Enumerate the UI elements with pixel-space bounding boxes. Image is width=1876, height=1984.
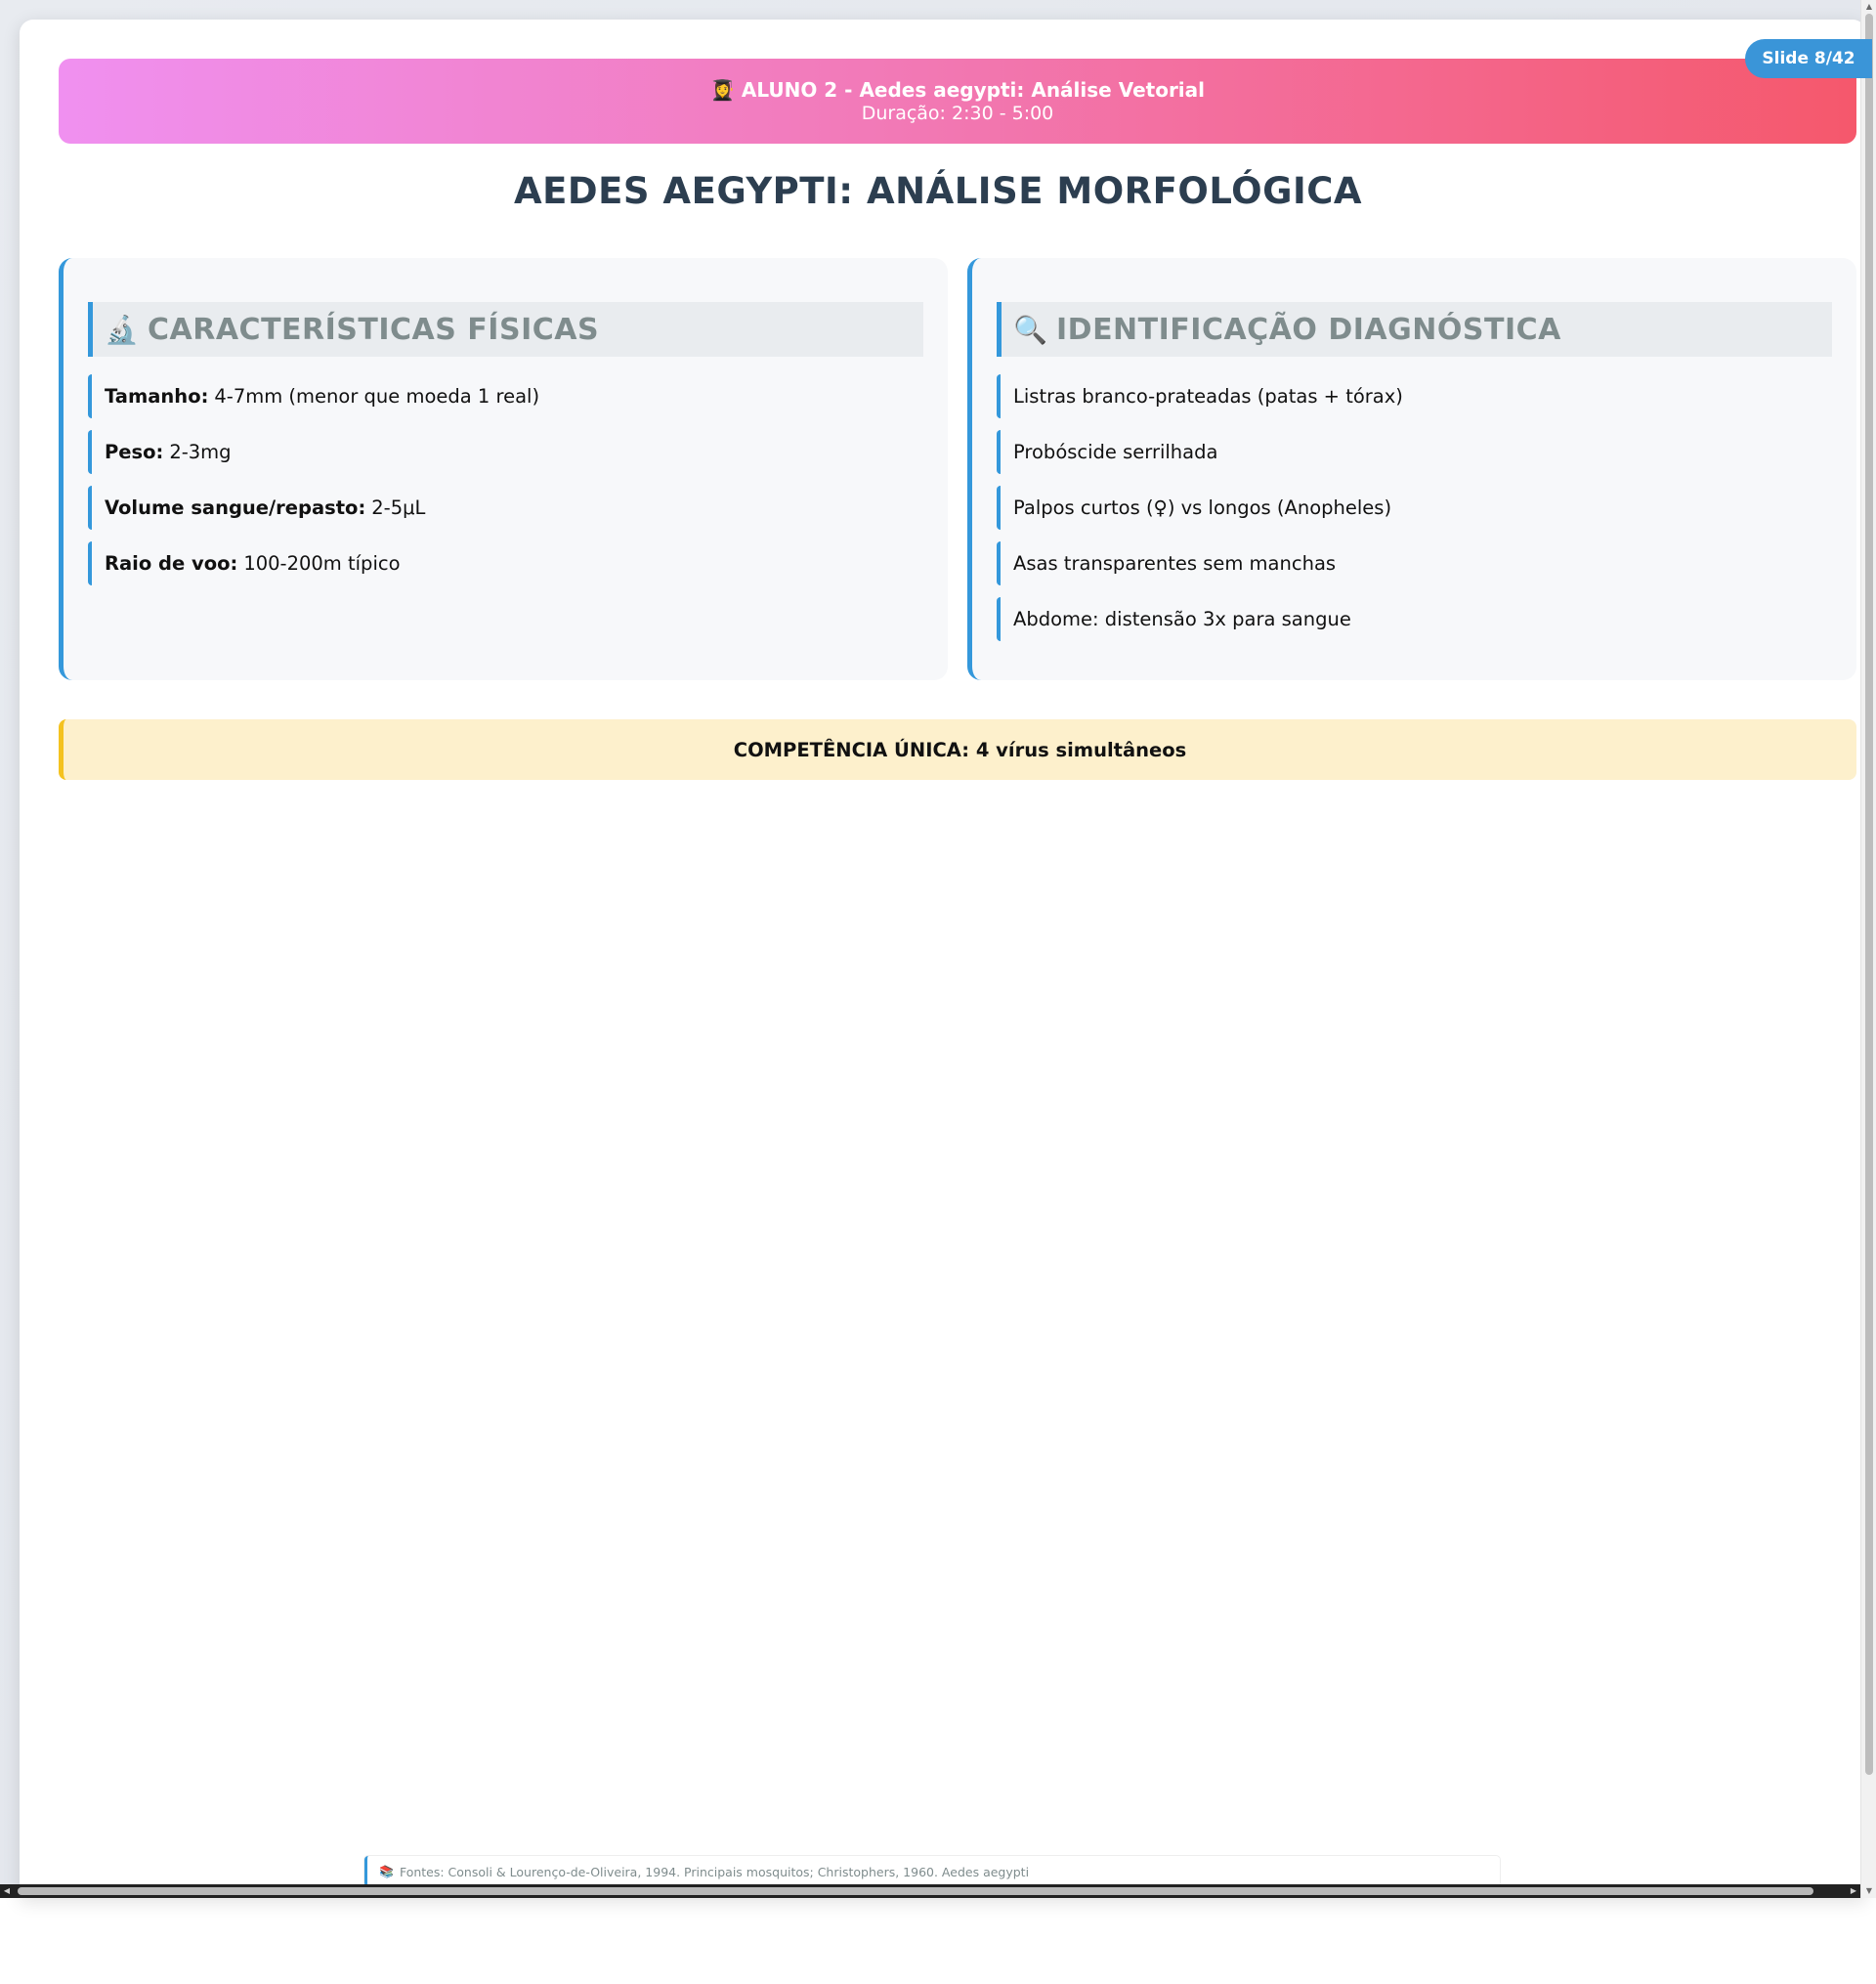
physical-characteristics-card: [59, 258, 948, 680]
diagnostic-identification-card: [967, 258, 1856, 680]
list-item: [88, 430, 923, 474]
vertical-scroll-thumb[interactable]: [1865, 14, 1873, 1775]
item-value: 2-5μL: [371, 496, 426, 519]
list-item: Probóscide serrilhada: [997, 430, 1832, 474]
slide: [20, 20, 1866, 1898]
page-title: AEDES AEGYPTI: ANÁLISE MORFOLÓGICA: [514, 170, 1362, 212]
item-value: 100-200m típico: [243, 552, 401, 575]
item-label: Peso:: [105, 441, 164, 463]
horizontal-scrollbar[interactable]: [0, 1884, 1860, 1898]
scroll-up-icon[interactable]: ▲: [1865, 2, 1873, 11]
banner-title-line: [59, 78, 1856, 102]
diagnostic-card-header: [997, 302, 1832, 357]
item-label: Tamanho:: [105, 385, 209, 408]
item-value: 4-7mm (menor que moeda 1 real): [214, 385, 540, 408]
presenter-banner: [59, 59, 1856, 144]
list-item: [88, 541, 923, 585]
item-label: Volume sangue/repasto:: [105, 496, 366, 519]
list-item: Listras branco-prateadas (patas + tórax): [997, 374, 1832, 418]
diagnostic-list: [997, 374, 1832, 653]
sources-footnote: [364, 1856, 1500, 1887]
banner-duration: Duração: 2:30 - 5:00: [861, 103, 1054, 124]
highlight-callout: COMPETÊNCIA ÚNICA: 4 vírus simultâneos: [59, 719, 1856, 780]
scroll-down-icon[interactable]: ▼: [1865, 1886, 1873, 1895]
scroll-left-icon[interactable]: ◀: [3, 1886, 11, 1895]
item-label: Raio de voo:: [105, 552, 238, 575]
scroll-right-icon[interactable]: ▶: [1850, 1886, 1857, 1895]
slide-counter-badge: Slide 8/42: [1745, 39, 1872, 78]
list-item: [88, 486, 923, 530]
item-value: 2-3mg: [169, 441, 232, 463]
physical-list: [88, 374, 923, 597]
sources-text: Fontes: Consoli & Lourenço-de-Oliveira, 1994. Principais mosquitos; Christophers, 1960. Aedes aegypti: [399, 1864, 1030, 1879]
magnifier-icon: 🔍: [1013, 313, 1047, 346]
list-item: [88, 374, 923, 418]
vertical-scrollbar[interactable]: [1860, 0, 1876, 1898]
list-item: Abdome: distensão 3x para sangue: [997, 597, 1832, 641]
microscope-icon: 🔬: [105, 313, 139, 346]
physical-card-header: [88, 302, 923, 357]
banner-title: ALUNO 2 - Aedes aegypti: Análise Vetorial: [741, 78, 1206, 102]
student-icon: 👩‍🎓: [709, 78, 735, 102]
list-item: Palpos curtos (♀) vs longos (Anopheles): [997, 486, 1832, 530]
horizontal-scroll-thumb[interactable]: [18, 1887, 1813, 1895]
list-item: Asas transparentes sem manchas: [997, 541, 1832, 585]
diagnostic-card-heading: IDENTIFICAÇÃO DIAGNÓSTICA: [1056, 312, 1561, 347]
books-icon: 📚: [379, 1865, 394, 1878]
physical-card-heading: CARACTERÍSTICAS FÍSICAS: [148, 312, 600, 347]
